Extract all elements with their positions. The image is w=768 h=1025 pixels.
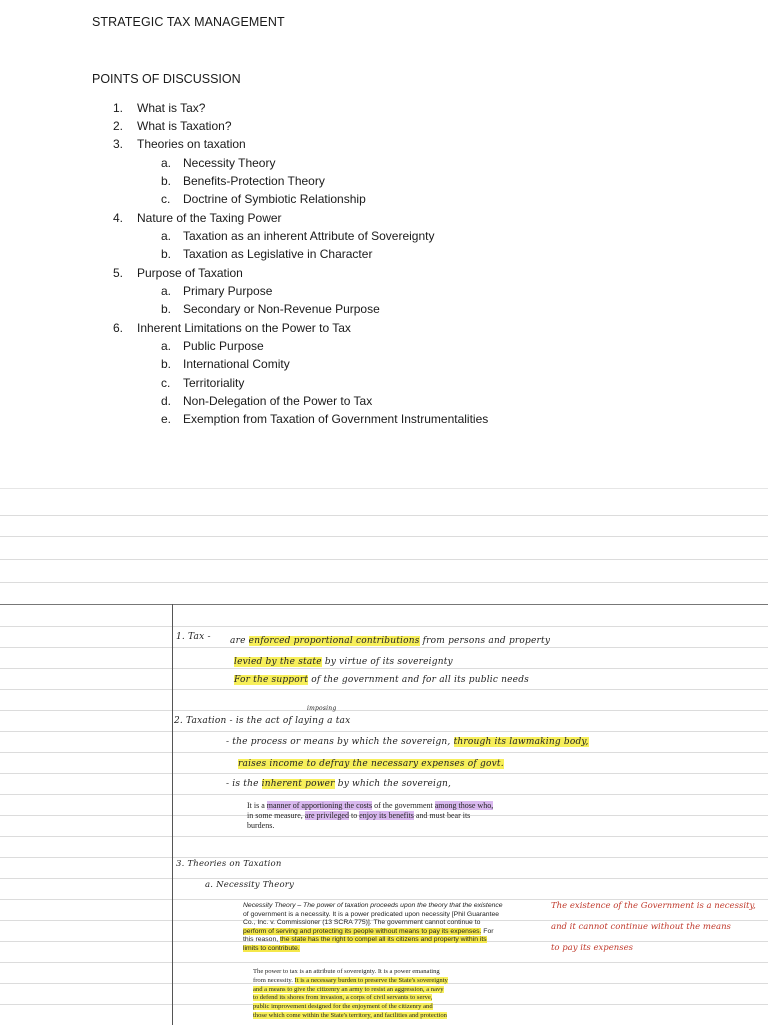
ruled-line	[0, 710, 768, 711]
margin-line	[172, 604, 173, 1025]
ruled-line	[0, 857, 768, 858]
note-taxation-bullet-1: - the process or means by which the sovereign, through its lawmaking body,	[226, 737, 589, 747]
red-note-line-3: to pay its expenses	[551, 943, 633, 953]
header-rule	[0, 604, 768, 605]
note-theories-label: 3. Theories on Taxation	[176, 859, 282, 869]
red-note-line-2: and it cannot continue without the means	[551, 922, 731, 932]
notebook-page	[0, 488, 768, 1025]
note-tax-label: 1. Tax -	[176, 632, 211, 642]
ruled-line	[0, 689, 768, 690]
note-tax-line-2: levied by the state by virtue of its sovereignty	[234, 657, 453, 667]
ruled-line	[0, 668, 768, 669]
ruled-line	[0, 582, 768, 583]
ruled-line	[0, 794, 768, 795]
note-tax-line-1: are enforced proportional contributions from persons and property	[230, 636, 551, 646]
note-tax-line-3: For the support of the government and for all its public needs	[234, 675, 529, 685]
red-note-line-1: The existence of the Government is a necessity,	[551, 901, 756, 911]
ruled-line	[0, 559, 768, 560]
note-necessity-label: a. Necessity Theory	[205, 880, 295, 890]
note-quote: It is a manner of apportioning the costs of the government among those who, in some measure, are privileged to enjoy its benefits and must bear its burdens.	[247, 801, 494, 830]
ruled-line	[0, 752, 768, 753]
ruled-line	[0, 899, 768, 900]
ruled-line	[0, 731, 768, 732]
ruled-line	[0, 536, 768, 537]
ruled-line	[0, 962, 768, 963]
ruled-line	[0, 626, 768, 627]
note-taxation-bullet-2: raises income to defray the necessary expenses of govt.	[238, 759, 504, 769]
ruled-line	[0, 836, 768, 837]
ruled-line	[0, 515, 768, 516]
note-taxation-label: 2. Taxation - is the act of laying a tax	[174, 716, 351, 726]
ruled-line	[0, 773, 768, 774]
note-taxation-bullet-3: - is the inherent power by which the sovereign,	[226, 779, 452, 789]
document-title: STRATEGIC TAX MANAGEMENT	[92, 15, 285, 29]
sovereignty-excerpt: The power to tax is an attribute of sovereignty. It is a power emanating from necessity. It is a necessary burden to preserve the State's sovereignty and a means to give the citizenry an army to resist an aggression, a navy to defend its shores from invasion, a corps of civil servants to serve, public improvement designed for the enjoyment of the citizenry and those which come within the State's territory, and facilities and protection	[253, 968, 448, 1019]
ruled-line	[0, 878, 768, 879]
document-subtitle: POINTS OF DISCUSSION	[92, 72, 241, 86]
note-caret-imposing: imposing	[307, 705, 337, 712]
necessity-excerpt: Necessity Theory – The power of taxation proceeds upon the theory that the existence of government is a necessity. It is a power predicated upon necessity [Phil Guarantee Co., Inc. v. Commissioner (13 SCRA 775)]. The government cannot continue to perform of serving and protecting its people without means to pay its expenses. For this reason, the state has the right to compel all its citizens and property within its limits to contribute.	[243, 902, 503, 952]
document-page: STRATEGIC TAX MANAGEMENT POINTS OF DISCUSSION 1. What is Tax? 2. What is Taxation? 3. Theories on taxation a. Necessity Theory b. Benefits-Protection Theory c. Doctrine of Symbiotic Relationship 4. Nature of the Taxing Power a. Taxation as an inherent Attribute of Sovereignty b. Taxation as Legislative in Character 5. Purpose of Taxation a. Primary Purpose b. Secondary or Non-Revenue Purpose 6. Inherent Limitations on the Power to Tax a. Public Purpose b. International Comity c. Territoriality d. Non-Delegation of the Power to Tax e. Exemption from Taxation of Government Instrumentalities	[0, 0, 768, 488]
ruled-line	[0, 647, 768, 648]
